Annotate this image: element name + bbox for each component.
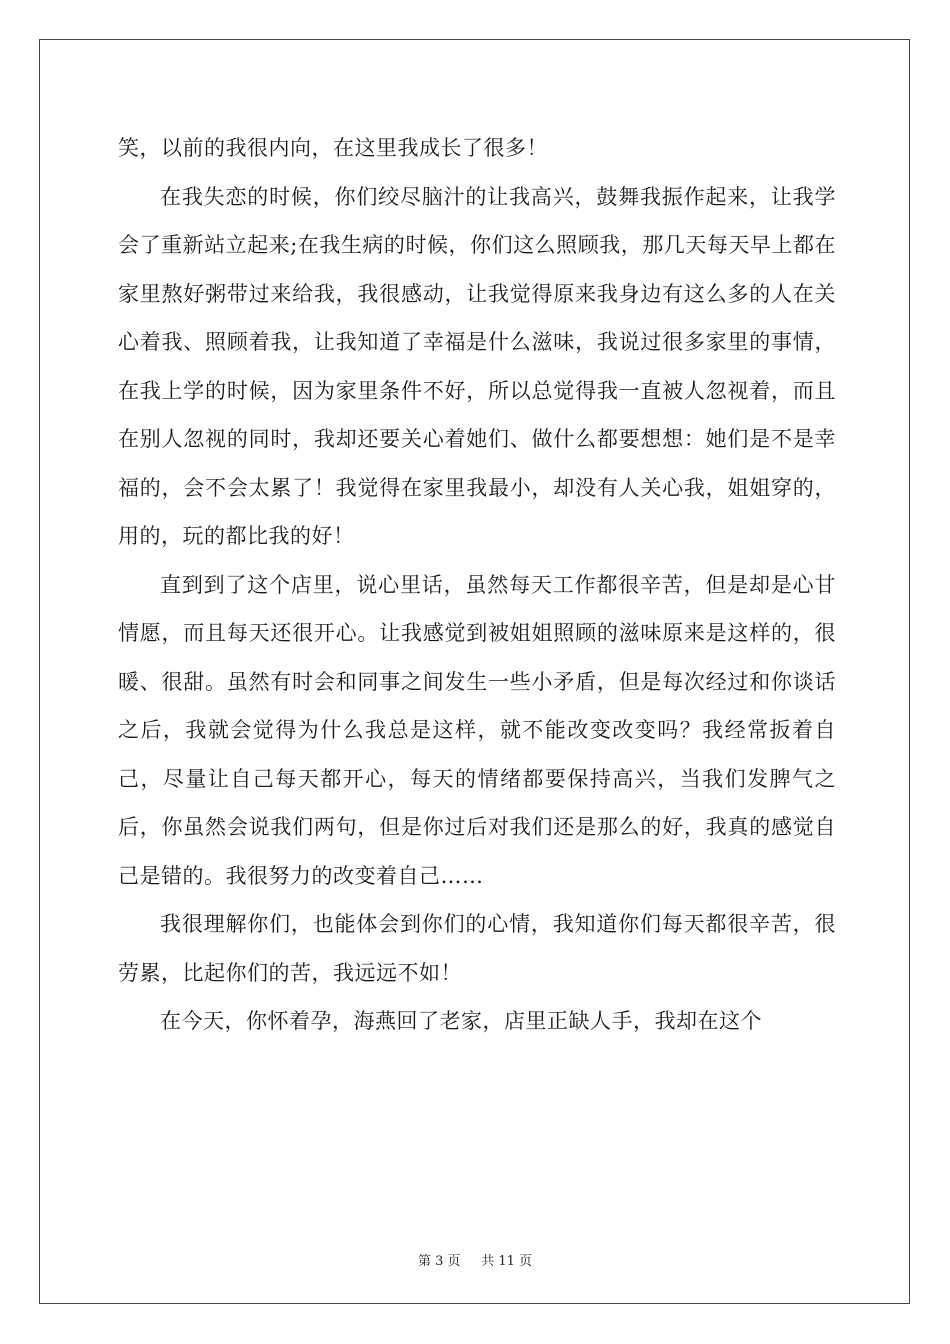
page-total: 共 11 页 <box>481 1254 533 1269</box>
page-footer <box>0 1250 950 1269</box>
paragraph: 在我失恋的时候，你们绞尽脑汁的让我高兴，鼓舞我振作起来，让我学会了重新站立起来;在我生病的时候，你们这么照顾我，那几天每天早上都在家里熬好粥带过来给我，我很感动，让我觉得原来我身边有这么多的人在关心着我、照顾着我，让我知道了幸福是什么滋味，我说过很多家里的事情，在我上学的时候，因为家里条件不好，所以总觉得我一直被人忽视着，而且在别人忽视的同时，我却还要关心着她们、做什么都要想想：她们是不是幸福的，会不会太累了！我觉得在家里我最小，却没有人关心我，姐姐穿的，用的，玩的都比我的好！ <box>118 184 836 548</box>
paragraph: 笑，以前的我很内向，在这里我成长了很多！ <box>118 136 548 160</box>
paragraph: 直到到了这个店里，说心里话，虽然每天工作都很辛苦，但是却是心甘情愿，而且每天还很开心。让我感觉到被姐姐照顾的滋味原来是这样的，很暖、很甜。虽然有时会和同事之间发生一些小矛盾，但是每次经过和你谈话之后，我就会觉得为什么我总是这样，就不能改变改变吗？我经常扳着自己，尽量让自己每天都开心，每天的情绪都要保持高兴，当我们发脾气之后，你虽然会说我们两句，但是你过后对我们还是那么的好，我真的感觉自己是错的。我很努力的改变着自己…… <box>118 572 836 888</box>
paragraph: 我很理解你们，也能体会到你们的心情，我知道你们每天都很辛苦，很劳累，比起你们的苦，我远远不如！ <box>118 912 836 985</box>
document-body <box>118 124 836 1046</box>
paragraph: 在今天，你怀着孕，海燕回了老家，店里正缺人手，我却在这个 <box>160 1009 762 1033</box>
page-number: 第 3 页 <box>417 1254 461 1269</box>
